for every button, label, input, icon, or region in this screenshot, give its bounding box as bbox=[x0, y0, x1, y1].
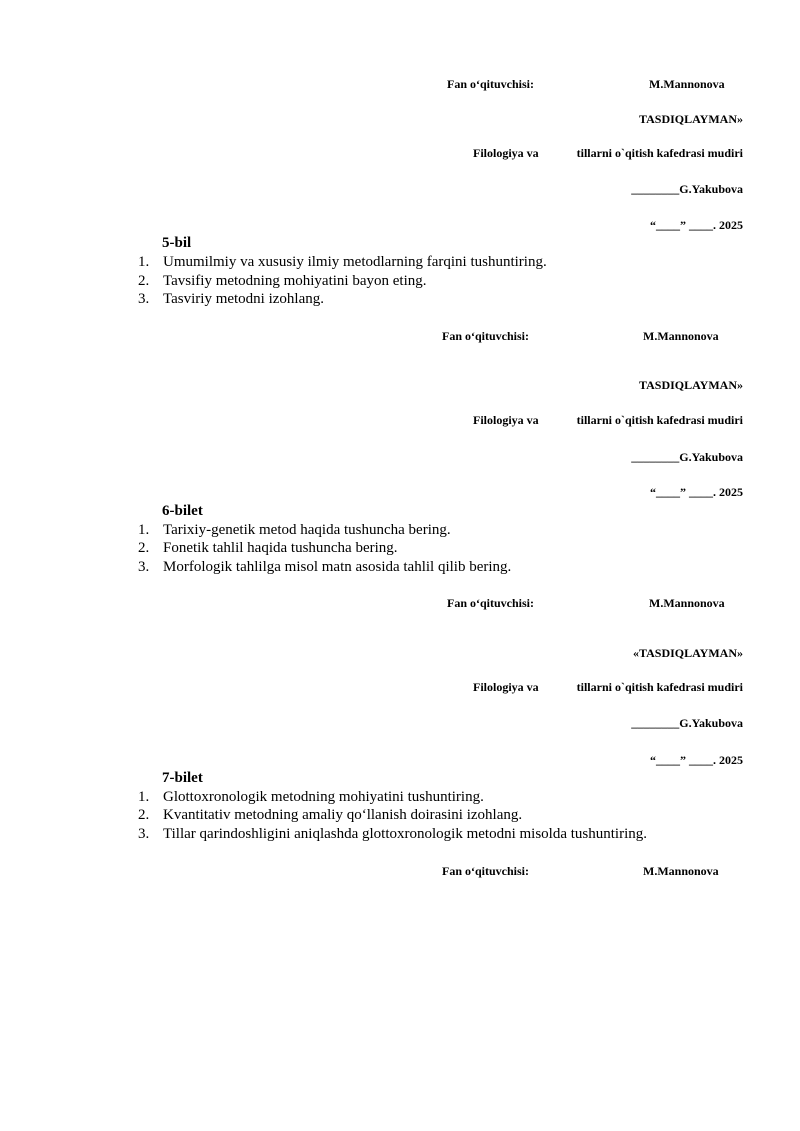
question-number: 1. bbox=[138, 254, 150, 270]
question-item bbox=[138, 540, 398, 557]
question-number: 2. bbox=[138, 540, 150, 556]
teacher-name: M.Mannonova bbox=[643, 329, 719, 343]
question-item bbox=[138, 559, 511, 576]
head-signature-line: ________G.Yakubova bbox=[631, 716, 743, 730]
question-number: 1. bbox=[138, 789, 150, 805]
bilet-title: 7-bilet bbox=[162, 770, 203, 786]
teacher-label: Fan o‘qituvchisi: bbox=[442, 864, 530, 878]
dept-label-b: tillarni o`qitish kafedrasi mudiri bbox=[576, 680, 743, 694]
bilet-title: 5-bil bbox=[162, 235, 192, 251]
bilet-title: 6-bilet bbox=[162, 503, 203, 519]
question-number: 2. bbox=[138, 273, 150, 289]
teacher-name: M.Mannonova bbox=[643, 864, 719, 878]
date-line: “____” ____. 2025 bbox=[650, 753, 743, 767]
approve-label: TASDIQLAYMAN» bbox=[638, 378, 743, 392]
teacher-label: Fan o‘qituvchisi: bbox=[447, 77, 535, 91]
question-item bbox=[138, 291, 324, 308]
dept-label-a: Filologiya va bbox=[473, 146, 539, 160]
question-text: Kvantitativ metodning amaliy qo‘llanish doirasini izohlang. bbox=[163, 807, 523, 823]
question-text: Fonetik tahlil haqida tushuncha bering. bbox=[163, 540, 398, 556]
question-item bbox=[138, 789, 484, 806]
teacher-name: M.Mannonova bbox=[649, 77, 725, 91]
date-line: “____” ____. 2025 bbox=[650, 218, 743, 232]
date-line: “____” ____. 2025 bbox=[650, 485, 743, 499]
question-text: Tavsifiy metodning mohiyatini bayon eting. bbox=[163, 273, 427, 289]
question-text: Tillar qarindoshligini aniqlashda glottoxronologik metodni misolda tushuntiring. bbox=[163, 826, 648, 842]
question-item bbox=[138, 522, 451, 539]
question-text: Tarixiy-genetik metod haqida tushuncha bering. bbox=[163, 522, 451, 538]
question-number: 3. bbox=[138, 291, 150, 307]
question-text: Tasviriy metodni izohlang. bbox=[163, 291, 325, 307]
question-number: 1. bbox=[138, 522, 150, 538]
teacher-label: Fan o‘qituvchisi: bbox=[447, 596, 535, 610]
question-text: Morfologik tahlilga misol matn asosida tahlil qilib bering. bbox=[163, 559, 512, 575]
question-item bbox=[138, 273, 427, 290]
question-number: 3. bbox=[138, 559, 150, 575]
head-signature-line: ________G.Yakubova bbox=[631, 182, 743, 196]
question-text: Umumilmiy va xususiy ilmiy metodlarning farqini tushuntiring. bbox=[163, 254, 547, 270]
dept-label-b: tillarni o`qitish kafedrasi mudiri bbox=[576, 413, 743, 427]
question-item bbox=[138, 807, 522, 824]
dept-label-b: tillarni o`qitish kafedrasi mudiri bbox=[576, 146, 743, 160]
question-text: Glottoxronologik metodning mohiyatini tushuntiring. bbox=[163, 789, 484, 805]
question-item bbox=[138, 826, 647, 843]
question-item bbox=[138, 254, 547, 271]
teacher-label: Fan o‘qituvchisi: bbox=[442, 329, 530, 343]
approve-label: «TASDIQLAYMAN» bbox=[632, 646, 743, 660]
dept-label-a: Filologiya va bbox=[473, 413, 539, 427]
question-number: 3. bbox=[138, 826, 150, 842]
approve-label: TASDIQLAYMAN» bbox=[638, 112, 743, 126]
teacher-name: M.Mannonova bbox=[649, 596, 725, 610]
dept-label-a: Filologiya va bbox=[473, 680, 539, 694]
head-signature-line: ________G.Yakubova bbox=[631, 450, 743, 464]
question-number: 2. bbox=[138, 807, 150, 823]
